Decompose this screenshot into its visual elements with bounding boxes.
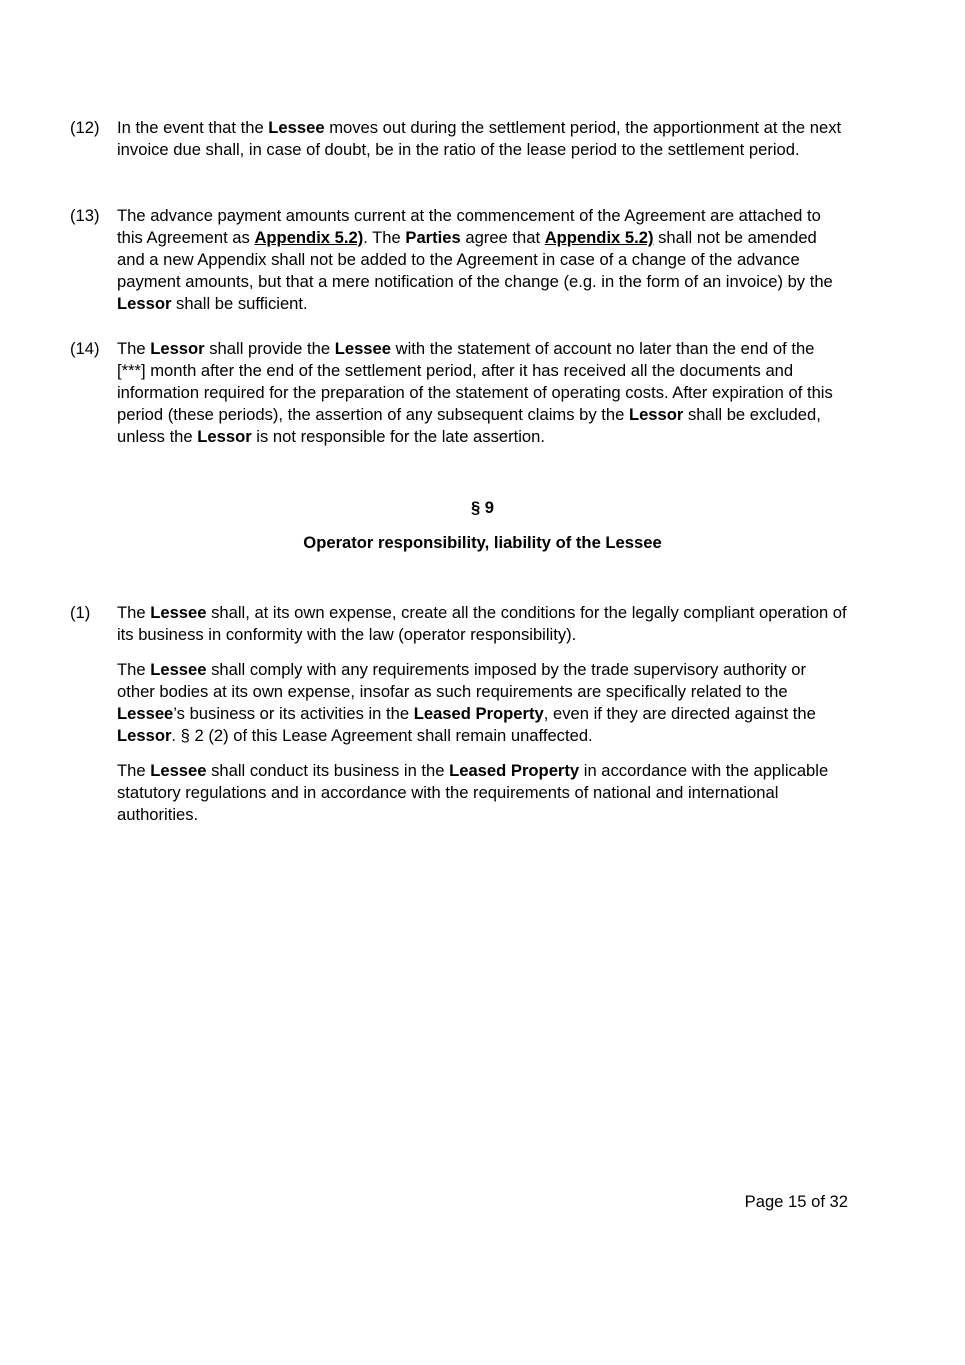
clause-paragraph [117, 760, 847, 826]
appendix-reference: Appendix 5.2) [254, 228, 364, 247]
defined-term: Parties [405, 228, 461, 247]
text-run: shall be excluded, unless the [117, 405, 821, 446]
text-run: shall not be amended and a new Appendix shall not be added to the Agreement in case of a change of the advance payment amounts, but that a mere notification of the change (e.g. in the form of an invoice) by the [117, 228, 833, 291]
defined-term: Lessee [150, 761, 207, 780]
clause-12 [70, 117, 850, 161]
defined-term: Leased Property [413, 704, 544, 723]
appendix-reference: Appendix 5.2) [544, 228, 654, 247]
text-run: in accordance with the applicable statutory regulations and in accordance with the requirements of national and international authorities. [117, 761, 829, 824]
defined-term: Lessor [150, 339, 205, 358]
section-symbol: § 9 [470, 498, 495, 517]
clause-number: (14) [70, 339, 100, 358]
text-run: ’s business or its activities in the [173, 704, 414, 723]
section-clause-1 [70, 602, 850, 826]
text-run: . § 2 (2) of this Lease Agreement shall remain unaffected. [171, 726, 593, 745]
defined-term: Leased Property [449, 761, 580, 780]
defined-term: Lessee [150, 603, 207, 622]
text-run: In the event that the [117, 118, 269, 137]
clause-13 [70, 205, 850, 315]
clause-paragraph [117, 117, 847, 161]
text-run: shall conduct its business in the [206, 761, 450, 780]
defined-term: Lessee [268, 118, 325, 137]
defined-term: Lessee [117, 704, 174, 723]
text-run: shall, at its own expense, create all the conditions for the legally compliant operation of its business in conformity with the law (operator responsibility). [117, 603, 847, 644]
text-run: is not responsible for the late assertion. [251, 427, 546, 446]
defined-term: Lessor [197, 427, 252, 446]
defined-term: Lessee [150, 660, 207, 679]
clause-text [117, 602, 847, 826]
clause-text [117, 117, 847, 161]
text-run: shall provide the [204, 339, 335, 358]
page-number: Page 15 of 32 [744, 1192, 848, 1211]
defined-term: Lessor [117, 726, 172, 745]
text-run: . The [363, 228, 406, 247]
clause-14 [70, 338, 850, 448]
clause-paragraph [117, 338, 847, 448]
text-run: agree that [460, 228, 545, 247]
clause-text [117, 205, 847, 315]
defined-term: Lessor [628, 405, 684, 424]
text-run: moves out during the settlement period, the apportionment at the next invoice due shall, in case of doubt, be in the ratio of the lease period to the settlement period. [117, 118, 842, 159]
text-run: The [117, 660, 151, 679]
text-run: shall be sufficient. [171, 294, 308, 313]
clause-number: (1) [70, 603, 91, 622]
clause-text [117, 338, 847, 448]
text-run: , even if they are directed against the [543, 704, 816, 723]
text-run: The [117, 603, 151, 622]
text-run: The [117, 761, 151, 780]
defined-term: Lessor [117, 294, 172, 313]
text-run: The [117, 339, 151, 358]
defined-term: Lessee [334, 339, 391, 358]
text-run: The advance payment amounts current at the commencement of the Agreement are attached to this Agreement as [117, 206, 821, 247]
clause-number: (12) [70, 118, 100, 137]
text-run: shall comply with any requirements imposed by the trade supervisory authority or other bodies at its own expense, insofar as such requirements are specifically related to the [117, 660, 806, 701]
text-run: with the statement of account no later than the end of the [***] month after the end of the settlement period, after it has received all the documents and information required for the preparation of the statement of operating costs. After expiration of this period (these periods), the assertion of any subsequent claims by the [117, 339, 833, 424]
clause-paragraph [117, 659, 847, 747]
section-title: Operator responsibility, liability of the Lessee [303, 533, 662, 552]
clause-paragraph [117, 205, 847, 315]
clause-number: (13) [70, 206, 100, 225]
clause-paragraph [117, 602, 847, 646]
